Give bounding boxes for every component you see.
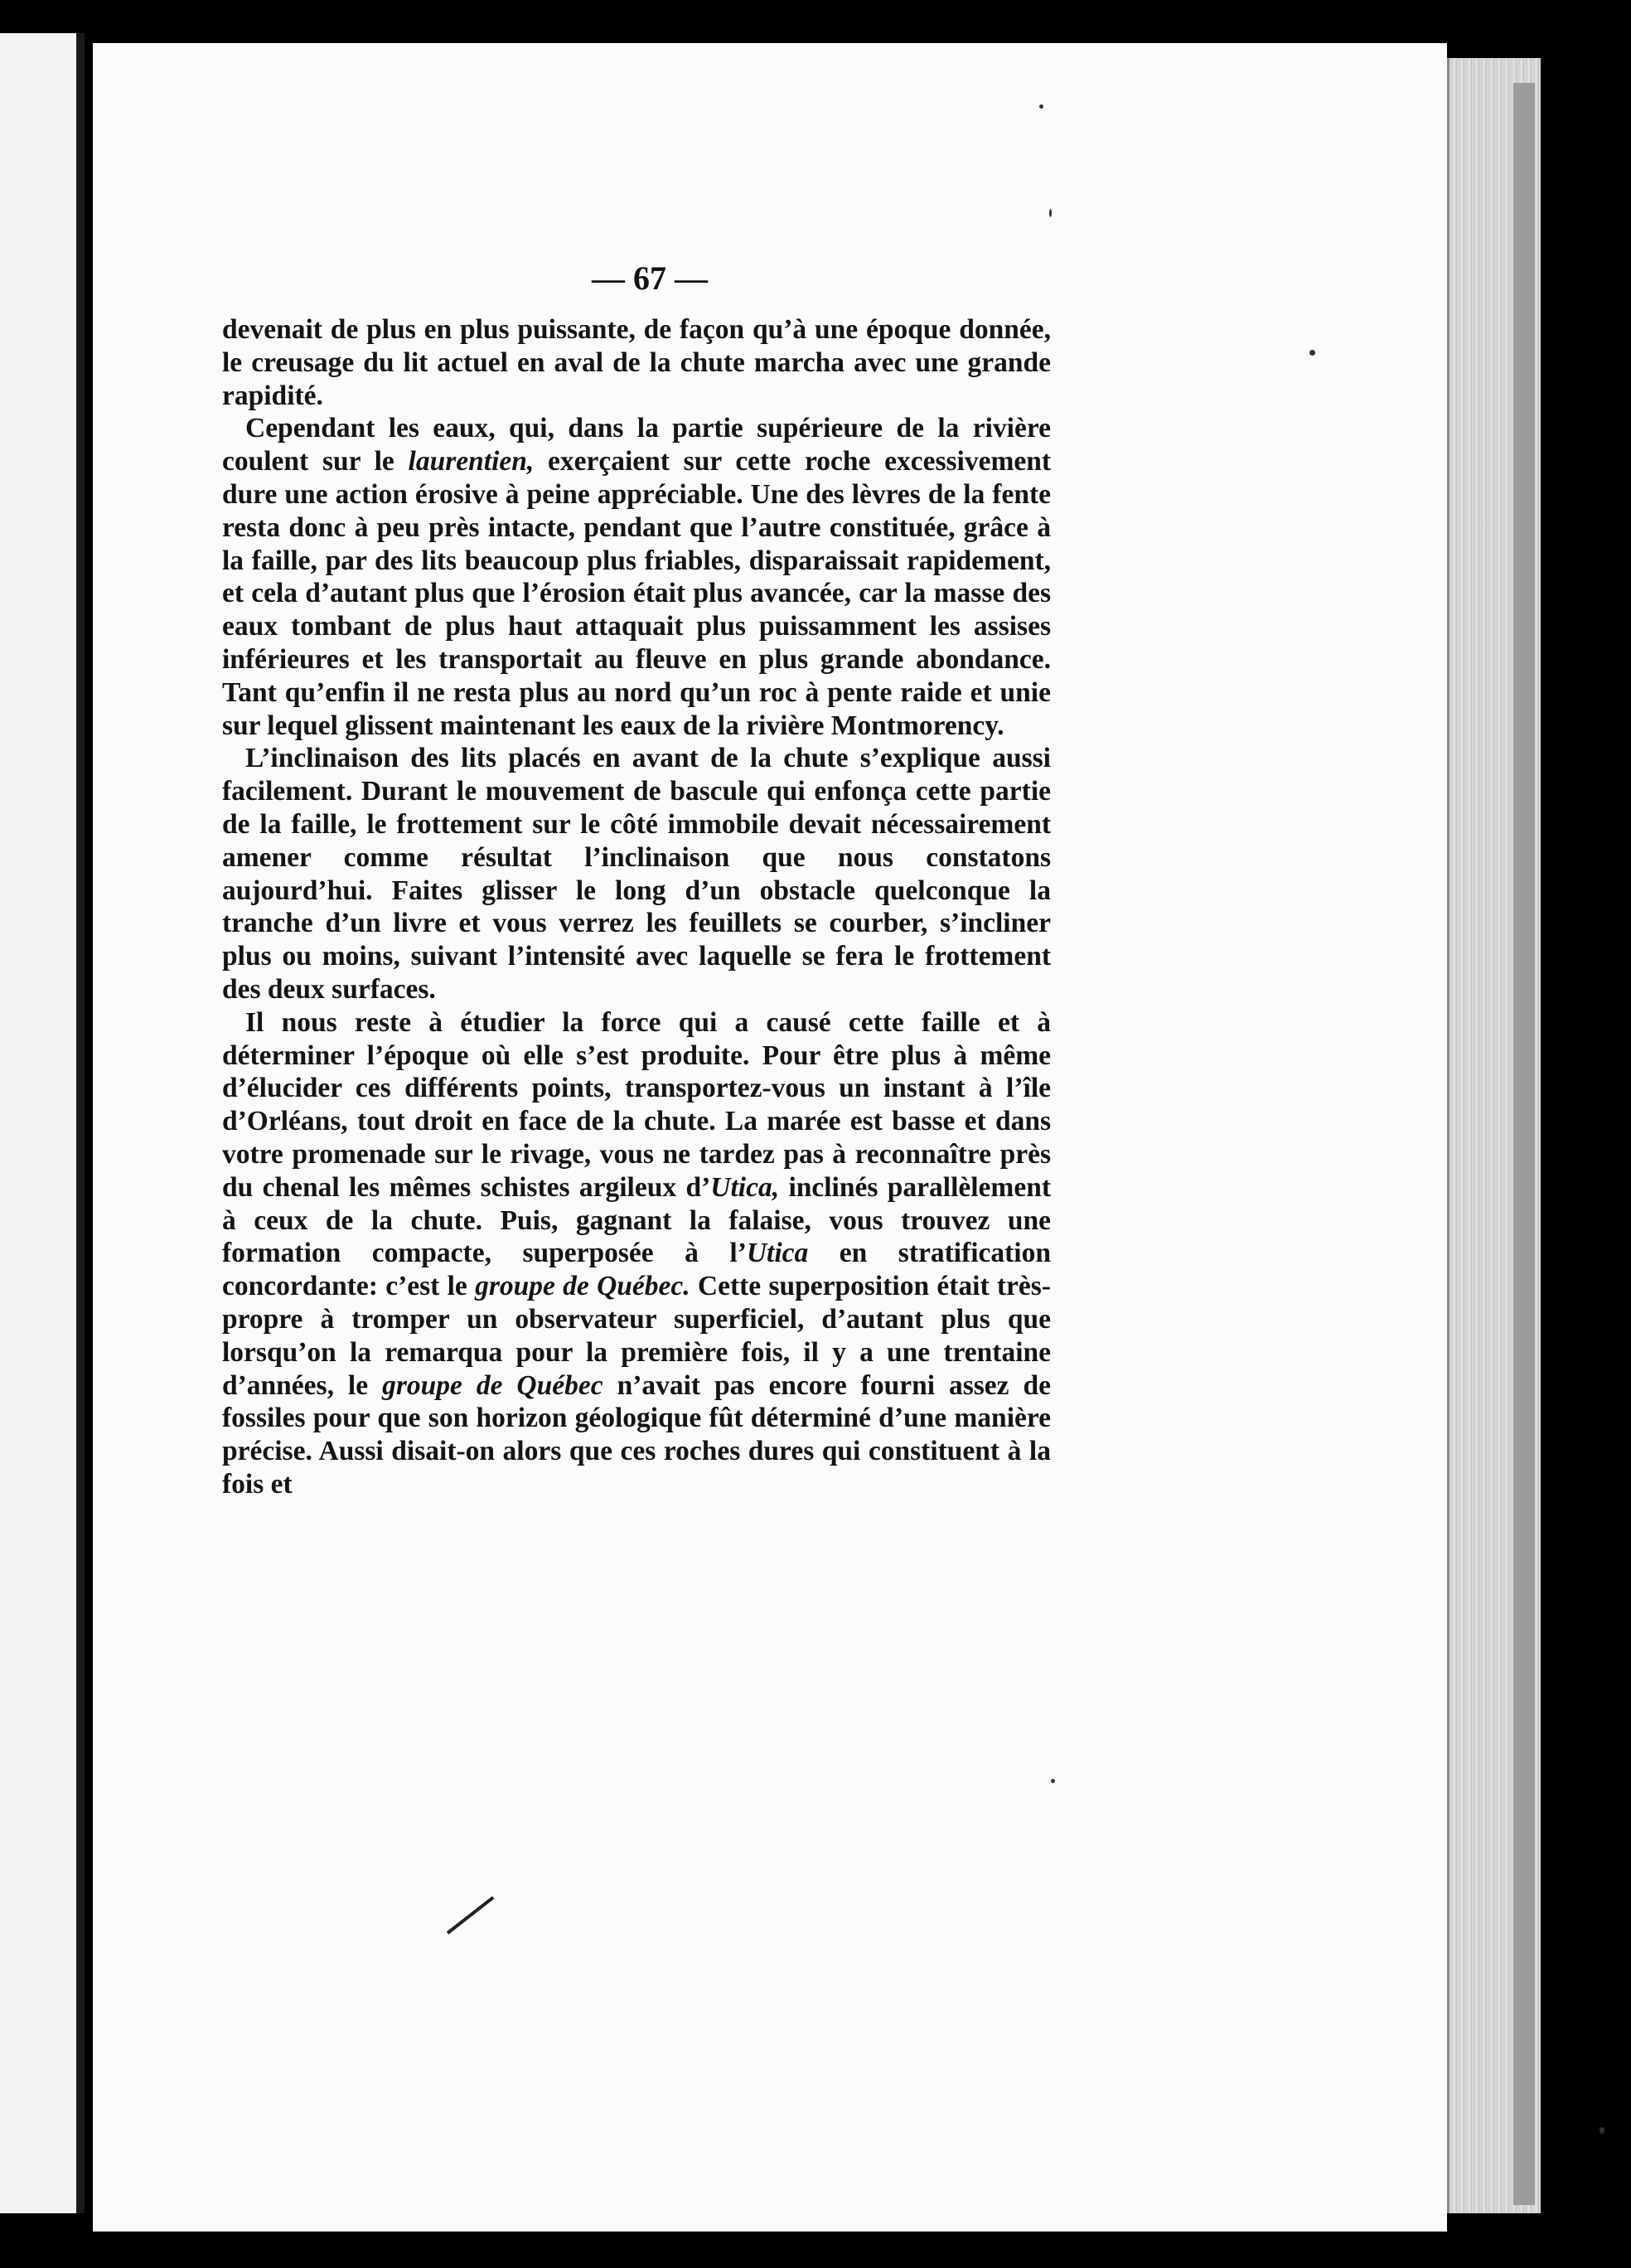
paragraph-4-text-e: n’avait pas encore fourni assez de fossiles pour que son horizon géologique fût déterminé d’une manière précise. Aussi disait-on alors que ces roches dures qui constituent à la fois et: [222, 1369, 1052, 1500]
paragraph-4-text-a: Il nous reste à étudier la force qui a causé cette faille et à déterminer l’époque où elle s’est produite. Pour être plus à même d’élucider ces différents points, transportez-vous un instant à l’île d’Orléans, tout droit en face de la chute. La marée est basse et dans votre promenade sur le rivage, vous ne tardez pas à reconnaître près du chenal les mêmes schistes argileux d’: [222, 1006, 1051, 1203]
speck: [1049, 209, 1052, 217]
speck: [1051, 1779, 1055, 1783]
paragraph-4-italic-groupe-2: groupe de Québec: [382, 1369, 603, 1401]
paragraph-4-text-d: Cette superposition était très-propre à tromper un observateur superficiel, d’autant plus que lorsqu’on la remarqua pour la première fois, il y a une trentaine d’années, le: [222, 1271, 1051, 1401]
paragraph-2-text-a: Cependant les eaux, qui, dans la partie supérieure de la rivière coulent sur le: [222, 413, 1051, 477]
paragraph-4-text-b: inclinés parallèlement à ceux de la chute. Puis, gagnant la falaise, vous trouvez une formation compacte, superposée à l’: [222, 1171, 1051, 1269]
paragraph-4-text-c: en stratification concordante: c’est le: [222, 1238, 1051, 1302]
paragraph-4-italic-groupe: groupe de Québec.: [475, 1271, 690, 1302]
paragraph-3-text: L’inclinaison des lits placés en avant de la chute s’explique aussi facilement. Durant le mouvement de bascule qui enfonça cette partie de la faille, le frottement sur le côté immobile devait nécessairement amener comme résultat l’inclinaison que nous constatons aujourd’hui. Faites glisser le long d’un obstacle quelconque la tranche d’un livre et vous verrez les feuillets se courber, s’incliner plus ou moins, suivant l’intensité avec laquelle se fera le frottement des deux surfaces.: [222, 743, 1051, 1005]
paragraph-2: [222, 412, 1051, 742]
body-text: [222, 313, 1051, 1501]
previous-page-edge: [0, 33, 85, 2213]
paragraph-4-italic-utica: Utica,: [710, 1171, 780, 1203]
paragraph-4-italic-utica-2: Utica: [746, 1238, 809, 1269]
page-number: — 67 —: [592, 259, 708, 297]
paragraph-2-text-b: exerçaient sur cette roche excessivement dure une action érosive à peine appréciable. Une des lèvres de la fente resta donc à peu près intacte, pendant que l’autre constituée, grâce à la faille, par des lits beaucoup plus friables, disparaissait rapidement, et cela d’autant plus que l’érosion était plus avancée, car la masse des eaux tombant de plus haut attaquait plus puissamment les assises inférieures et les transportait au fleuve en plus grande abondance. Tant qu’enfin il ne resta plus au nord qu’un roc à pente raide et unie sur lequel glissent maintenant les eaux de la rivière Montmorency.: [222, 446, 1052, 741]
paragraph-4: [222, 1006, 1051, 1501]
speck: [1309, 350, 1315, 356]
paragraph-2-italic: laurentien,: [408, 446, 535, 477]
paragraph-1-text: devenait de plus en plus puissante, de façon qu’à une époque donnée, le creusage du lit actuel en aval de la chute marcha avec une grande rapidité.: [222, 314, 1051, 411]
page-stack-shadow: [1513, 83, 1535, 2205]
paragraph-1: [222, 313, 1051, 412]
speck: [1600, 2127, 1604, 2134]
speck: [1039, 104, 1043, 109]
paragraph-3: [222, 742, 1051, 1006]
